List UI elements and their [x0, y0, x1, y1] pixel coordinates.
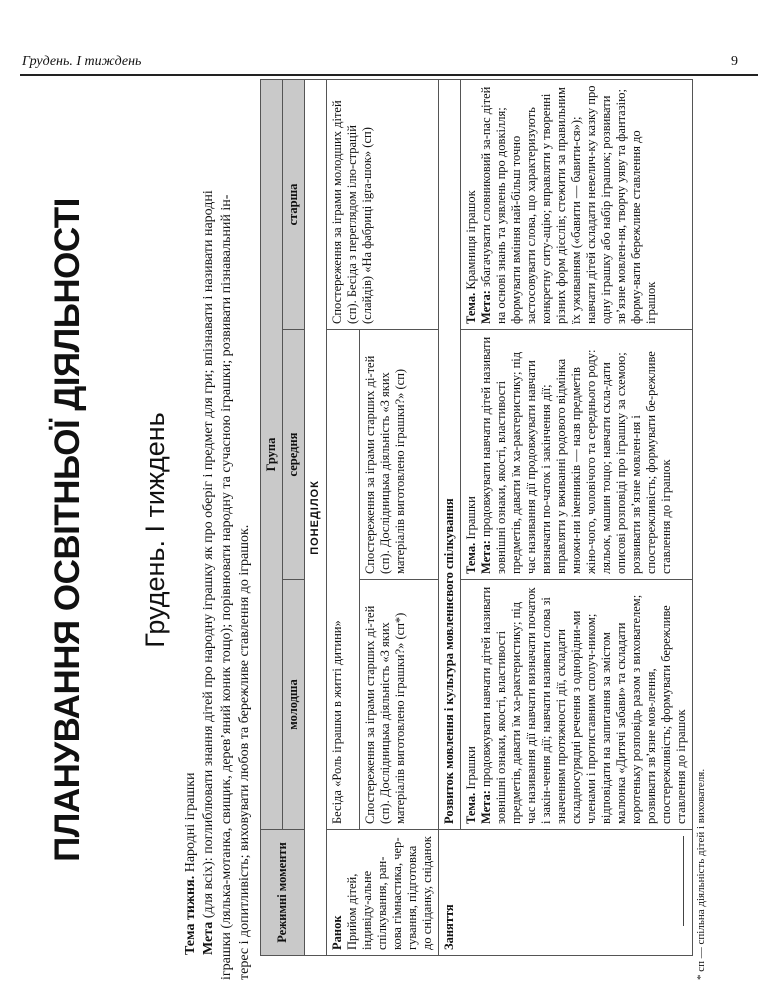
page-number: 9 [731, 54, 738, 69]
header-rule [20, 74, 758, 76]
middle-theme-label: Тема. [464, 542, 478, 574]
header-senior: старша [283, 79, 305, 329]
classes-section: Розвиток мовлення і культура мовленнєвого спілкування [439, 79, 461, 829]
table-header-row-1 [261, 79, 283, 955]
table-header-row-2 [283, 79, 305, 955]
morning-senior: Спостереження за іграми молодших дітей (сп). Бесіда з переглядом ілю-страцій (слайдів) «На фабриці igra-шок» (сп) [327, 79, 439, 329]
week-goal-line-2: іграшки (лялька-мотанка, свищик, дерев’яний коник тощо); порівнювати народну та сучасною іграшки; розвивати пізнавальний ін- [219, 194, 234, 980]
morning-row-1 [327, 79, 360, 955]
header-regime: Режимні моменти [261, 830, 305, 956]
classes-young [461, 580, 693, 830]
header-middle: середня [283, 330, 305, 580]
running-head: Грудень. І тиждень [22, 54, 142, 69]
day-label: ПОНЕДІЛОК [305, 79, 327, 955]
plan-table [260, 79, 693, 956]
morning-conversation: Бесіда «Роль іграшки в житті дитини» [327, 330, 360, 830]
main-title: ПЛАНУВАННЯ ОСВІТНЬОЇ ДІЯЛЬНОСТІ [48, 198, 87, 862]
senior-theme: Крамниця іграшок [464, 190, 478, 290]
header-young: молодша [283, 580, 305, 830]
week-theme-line [182, 80, 200, 980]
day-row [305, 79, 327, 955]
classes-row-1 [439, 79, 461, 955]
week-goal-line-3: терес і допитливість; виховувати любов та бережливе ставлення до іграшок. [237, 524, 252, 980]
young-goal: продовжувати навчати дітей називати зовнішні ознаки, якості, властивості предметів, давати їм ха-рактеристику; під час називання дії навчати визначати початок і закін-чення дії; навчати називати слова зі значенням протяжності дії, складати складносурядні речення з однорідни-ми членами і протиставним сполуч-ником; відповідати на запитання за змістом малюнка «Дитячі забави» та складати коротеньку розповідь разом з вихователем; розвивати зв’язне мов-лення, спостережливість; формувати бережливе ставлення до іграшок [479, 586, 688, 824]
young-theme-label: Тема. [464, 792, 478, 824]
classes-senior [461, 79, 693, 329]
morning-young: Спостереження за іграми старших ді-тей (сп). Дослідницька діяльність «З яких матеріалів виготовлено іграшки?» (сп*) [360, 580, 439, 830]
week-theme-value: Народні іграшки [183, 772, 198, 873]
senior-goal-label: Мета: [479, 290, 493, 324]
senior-goal: збагачувати словниковий за-пас дітей на основі знань та уявлень про довкілля; формувати вміння най-більш точно застосовувати слова, що характеризують конкретну ситу-ацію; вправляти у творенні різних форм дієслів; стежити за правильним їх уживанням («бавити — бавити-ся»); навчати дітей складати невелич-ку казку про одну іграшку або набір іграшок; розвивати зв’язне мовлен-ня, творчу уяву та фантазію; форму-вати бережливе ставлення до іграшок [479, 85, 658, 324]
young-theme: Іграшки [464, 746, 478, 790]
header-group: Група [261, 79, 283, 829]
rotated-page-content [30, 80, 730, 980]
morning-middle: Спостереження за іграми старших ді-тей (сп). Дослідницька діяльність «З яких матеріалів виготовлено іграшки?» (сп) [360, 330, 439, 580]
intro-block [182, 80, 254, 980]
morning-cell [327, 830, 439, 956]
morning-sub: Прийом дітей, індивіду-альне спілкування, ран-кова гімнастика, чер-гування, підготовка до сніданку, сніданок [345, 836, 434, 950]
middle-goal-label: Мета: [479, 540, 493, 574]
young-goal-label: Мета: [479, 790, 493, 824]
classes-row-2 [461, 79, 693, 955]
classes-label: Заняття [439, 830, 693, 956]
middle-goal: продовжувати навчати дітей називати зовнішні ознаки, якості, властивості предметів, давати їм ха-рактеристику; під час називання дії продовжувати навчати визначати по-чаток і закінчення дії; вправляти у вживанні родового відмінка множи-ни іменників — назв предметів жіно-чого, чоловічого та середнього роду: ляльок, машин тощо; навчати скла-дати описові розповіді про іграшку за схемою; розвивати зв’язне мовлен-ня і спостережливість; формувати бе-режливе ставлення до іграшок [479, 336, 673, 574]
week-goal-text-1: (для всіх): поглиблювати знання дітей про народну іграшку як про оберіг і предмет для гри; впізнавати і називати народні [201, 190, 216, 919]
week-title: Грудень. І тиждень [140, 412, 170, 648]
week-goal-line-1 [200, 80, 218, 980]
classes-middle [461, 330, 693, 580]
footnote: * сп — спільна діяльність дітей і вихователя. [695, 768, 707, 980]
senior-theme-label: Тема. [464, 292, 478, 324]
week-theme-label: Тема тижня. [183, 875, 198, 955]
week-goal-label: Мета [201, 921, 216, 955]
middle-theme: Іграшки [464, 496, 478, 540]
morning-label: Ранок [330, 915, 344, 950]
